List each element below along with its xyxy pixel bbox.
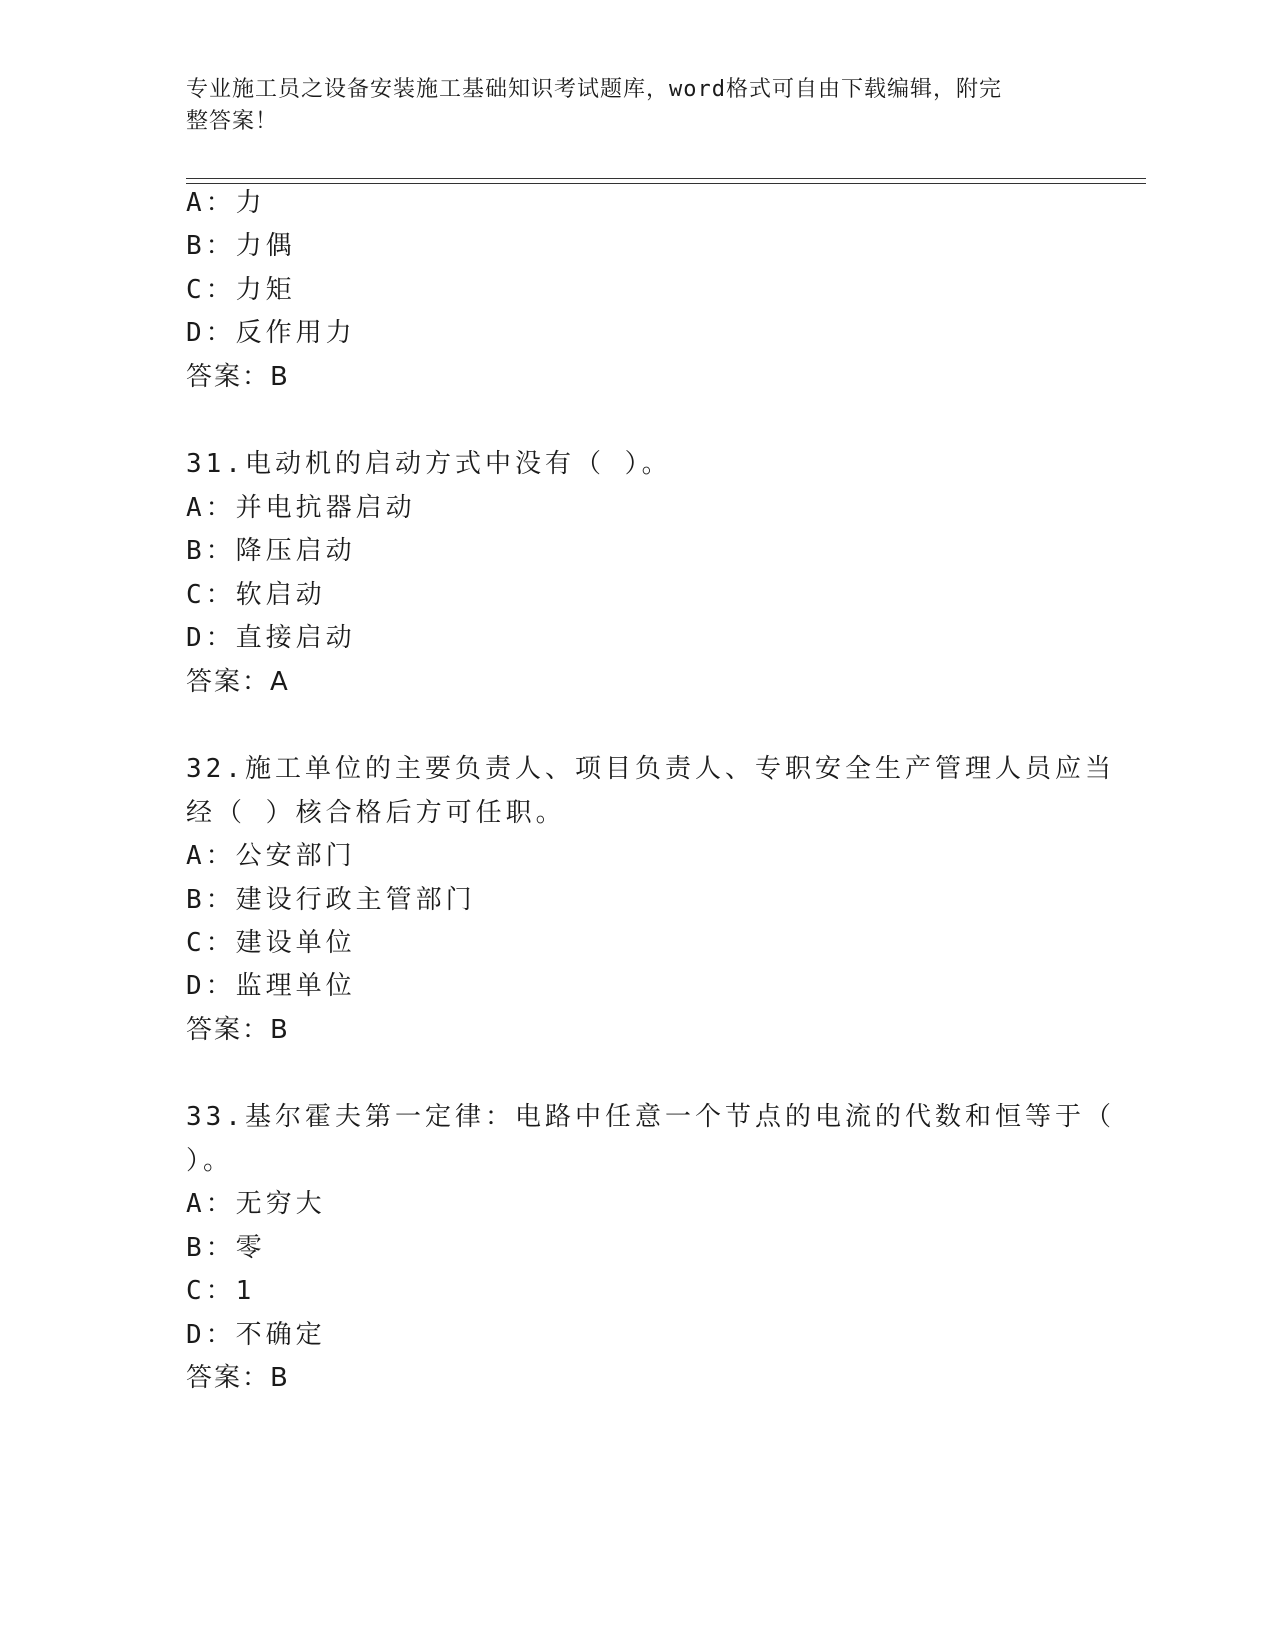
q33-answer: 答案：B (186, 1363, 290, 1393)
q30-option-d: D：反作用力 (186, 318, 356, 348)
q31-answer: 答案：A (186, 667, 290, 697)
q33-stem-line-1: 33.基尔霍夫第一定律：电路中任意一个节点的电流的代数和恒等于（ (186, 1102, 1115, 1132)
q32-option-a: A：公安部门 (186, 841, 356, 871)
q32-option-d: D：监理单位 (186, 971, 356, 1001)
q31-option-a: A：并电抗器启动 (186, 493, 416, 523)
q31-option-b: B：降压启动 (186, 536, 356, 566)
q32-stem-line-2: 经（ ）核合格后方可任职。 (186, 798, 566, 828)
q31-option-d: D：直接启动 (186, 623, 356, 653)
q33-option-a: A：无穷大 (186, 1189, 326, 1219)
q33-option-d: D：不确定 (186, 1320, 326, 1350)
q31-stem: 31.电动机的启动方式中没有（ ）。 (186, 449, 672, 479)
q32-option-b: B：建设行政主管部门 (186, 885, 476, 915)
header-line-2: 整答案！ (186, 109, 279, 134)
q33-option-c: C：1 (186, 1276, 256, 1306)
q32-option-c: C：建设单位 (186, 928, 356, 958)
header-divider-top (186, 178, 1146, 179)
q30-answer: 答案：B (186, 362, 290, 392)
header-line-1: 专业施工员之设备安装施工基础知识考试题库，word格式可自由下载编辑，附完 (186, 77, 1002, 102)
q32-stem-line-1: 32.施工单位的主要负责人、项目负责人、专职安全生产管理人员应当 (186, 754, 1115, 784)
q33-option-b: B：零 (186, 1233, 266, 1263)
q30-option-a: A：力 (186, 188, 266, 218)
q30-option-c: C：力矩 (186, 275, 296, 305)
q33-stem-line-2: ）。 (186, 1146, 234, 1176)
q31-option-c: C：软启动 (186, 580, 326, 610)
document-header (186, 74, 1066, 138)
q32-answer: 答案：B (186, 1015, 290, 1045)
header-divider-bottom (186, 183, 1146, 184)
q30-option-b: B：力偶 (186, 231, 296, 261)
